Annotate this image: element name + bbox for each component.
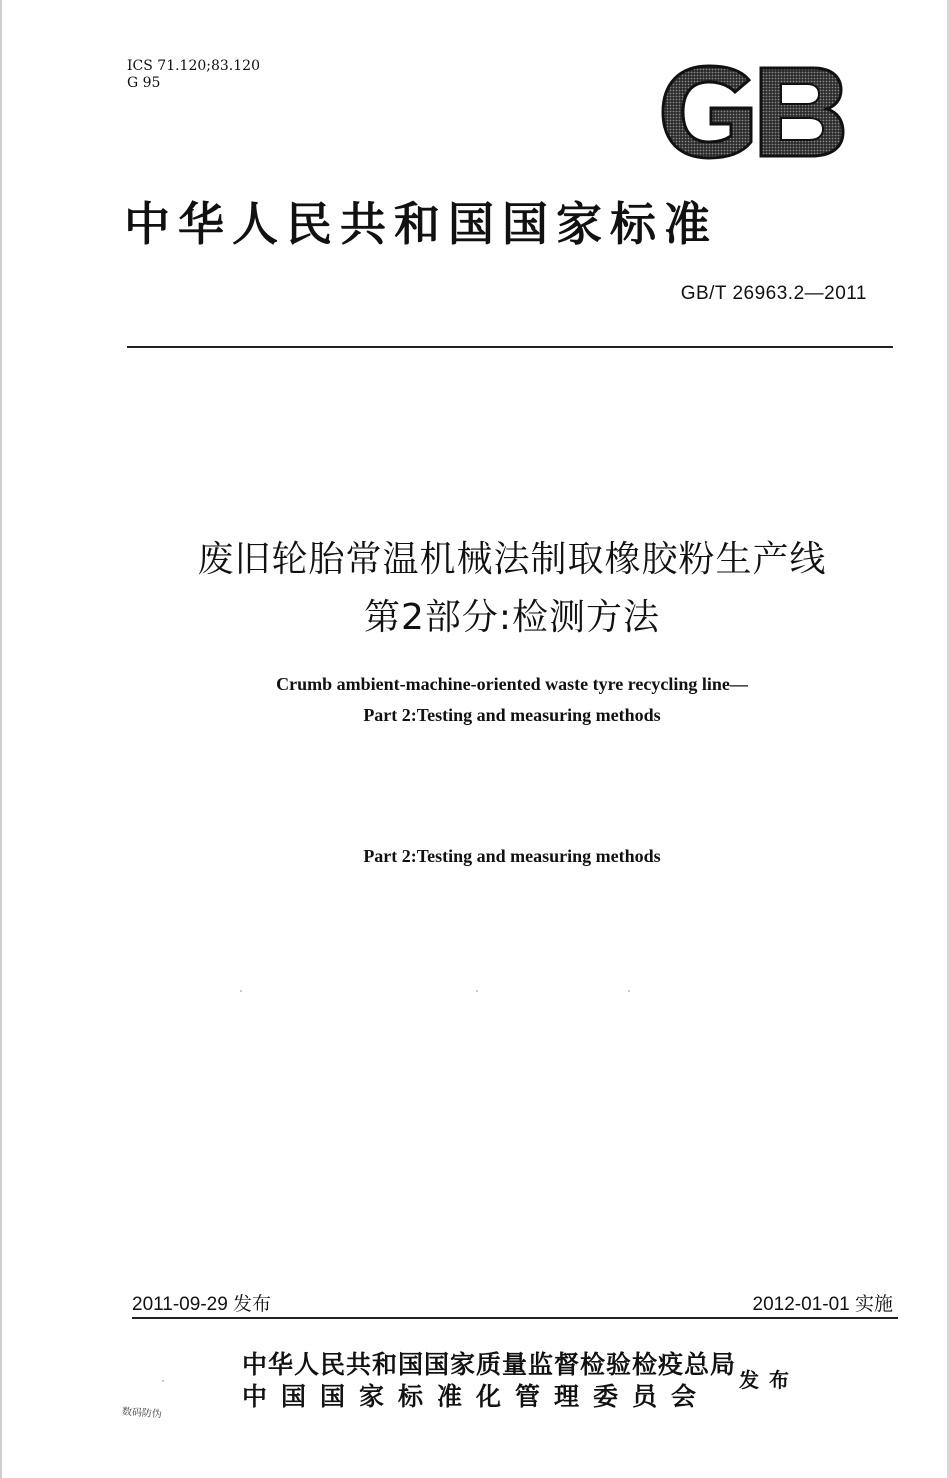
- gb-logo: [657, 62, 847, 162]
- issuer-aqsiq: 中华人民共和国国家质量监督检验检疫总局: [242, 1350, 737, 1379]
- document-title-cn-line2: 第2部分:检测方法: [363, 597, 661, 638]
- standard-code: GB/T 26963.2—2011: [680, 283, 867, 304]
- top-divider: [127, 346, 893, 348]
- ics-code: ICS 71.120;83.120: [127, 58, 260, 74]
- scan-speck: [240, 990, 242, 992]
- bottom-divider: [132, 1317, 898, 1319]
- publish-label: 发布: [739, 1368, 799, 1392]
- anti-counterfeit-stamp: 数码防伪: [121, 1406, 163, 1421]
- issue-date: 2011-09-29 发布: [132, 1294, 272, 1315]
- scan-speck: [476, 990, 478, 992]
- ccs-code: G 95: [127, 75, 161, 91]
- scan-speck: [162, 1380, 164, 1382]
- document-title-en-line2: Part 2:Testing and measuring methods: [363, 705, 661, 725]
- issuer-sac: 中国国家标准化管理委员会: [242, 1382, 711, 1411]
- scan-speck: [628, 990, 630, 992]
- document-title-en-line1: Crumb ambient-machine-oriented waste tyre recycling line—: [276, 674, 748, 694]
- document-subtitle-en: Part 2:Testing and measuring methods: [363, 846, 661, 866]
- national-standard-title: 中华人民共和国国家标准: [124, 197, 718, 251]
- implementation-date: 2012-01-01 实施: [752, 1294, 893, 1315]
- document-title-cn-line1: 废旧轮胎常温机械法制取橡胶粉生产线: [197, 539, 827, 580]
- classification-codes: [127, 58, 260, 92]
- gb-logo-graphic: [657, 62, 847, 162]
